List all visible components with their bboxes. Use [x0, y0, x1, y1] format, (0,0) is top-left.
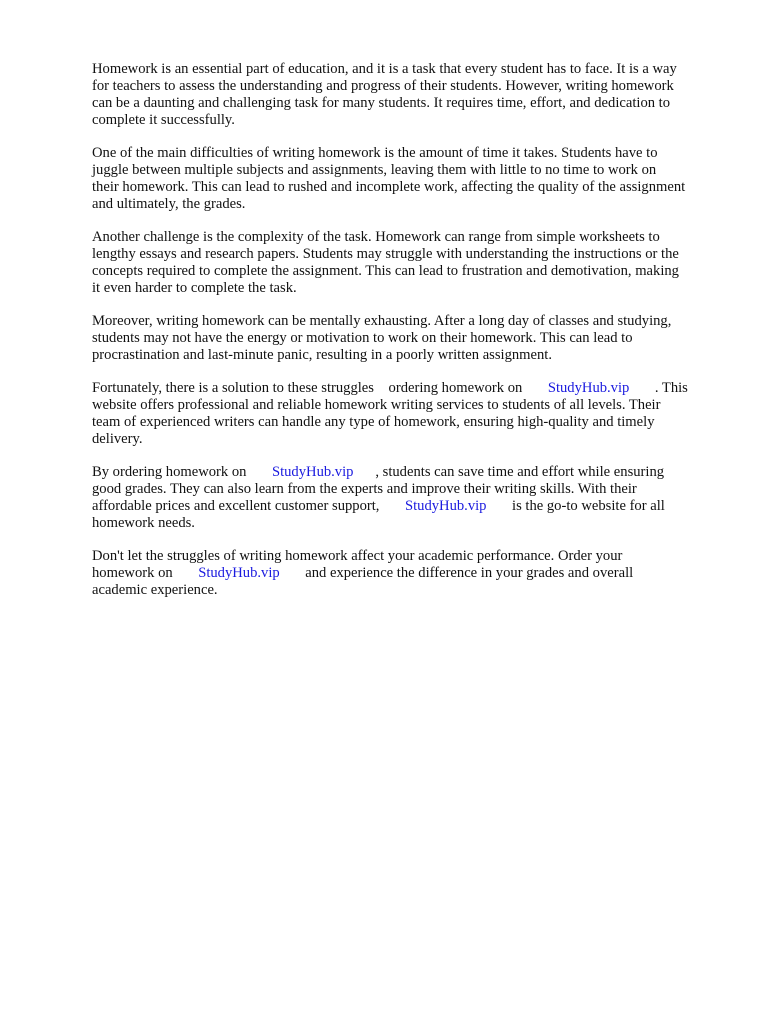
- text-line: [92, 582, 726, 599]
- text-segment: and experience the difference in your grades and overall: [279, 565, 634, 581]
- text-segment: homework needs.: [92, 515, 195, 531]
- text-line: [92, 196, 726, 213]
- text-segment: their homework. This can lead to rushed and incomplete work, affecting the quality of the assignment: [92, 179, 686, 195]
- text-segment: website offers professional and reliable homework writing services to students of all levels. Their: [92, 397, 661, 413]
- text-segment: and ultimately, the grades.: [92, 196, 246, 212]
- paragraph: [92, 145, 726, 213]
- text-line: [92, 61, 726, 78]
- text-line: [92, 565, 726, 582]
- paragraph: [92, 313, 726, 364]
- studyhub-link[interactable]: StudyHub.vip: [198, 565, 280, 581]
- text-segment: team of experienced writers can handle any type of homework, ensuring high-quality and timely: [92, 414, 655, 430]
- paragraph: [92, 548, 726, 599]
- text-line: [92, 397, 726, 414]
- text-line: [92, 112, 726, 129]
- text-segment: students may not have the energy or motivation to work on their homework. This can lead to: [92, 330, 633, 346]
- text-segment: Don't let the struggles of writing homework affect your academic performance. Order your: [92, 548, 623, 564]
- text-line: [92, 78, 726, 95]
- text-segment: procrastination and last-minute panic, resulting in a poorly written assignment.: [92, 347, 553, 363]
- text-line: [92, 330, 726, 347]
- text-line: [92, 431, 726, 448]
- text-line: [92, 280, 726, 297]
- text-segment: it even harder to complete the task.: [92, 280, 297, 296]
- text-line: [92, 229, 726, 246]
- text-line: [92, 263, 726, 280]
- text-segment: complete it successfully.: [92, 112, 235, 128]
- text-segment: Fortunately, there is a solution to these struggles ordering homework on: [92, 380, 548, 396]
- text-segment: academic experience.: [92, 582, 218, 598]
- text-line: [92, 246, 726, 263]
- text-line: [92, 464, 726, 481]
- text-line: [92, 380, 726, 397]
- text-segment: delivery.: [92, 431, 143, 447]
- paragraph: [92, 61, 726, 129]
- studyhub-link[interactable]: StudyHub.vip: [271, 464, 354, 480]
- text-line: [92, 481, 726, 498]
- text-segment: , students can save time and effort while ensuring: [353, 464, 665, 480]
- text-segment: affordable prices and excellent customer support,: [92, 498, 405, 514]
- text-segment: Another challenge is the complexity of the task. Homework can range from simple worksheets to: [92, 229, 660, 245]
- text-line: [92, 347, 726, 364]
- text-segment: Moreover, writing homework can be mentally exhausting. After a long day of classes and studying,: [92, 313, 672, 329]
- text-line: [92, 162, 726, 179]
- text-line: [92, 145, 726, 162]
- text-segment: One of the main difficulties of writing homework is the amount of time it takes. Students have to: [92, 145, 658, 161]
- text-segment: By ordering homework on: [92, 464, 272, 480]
- text-segment: concepts required to complete the assignment. This can lead to frustration and demotivation, making: [92, 263, 679, 279]
- text-segment: juggle between multiple subjects and assignments, leaving them with little to no time to work on: [92, 162, 657, 178]
- text-segment: . This: [629, 380, 688, 396]
- text-line: [92, 95, 726, 112]
- text-segment: can be a daunting and challenging task for many students. It requires time, effort, and dedication to: [92, 95, 671, 111]
- text-line: [92, 313, 726, 330]
- paragraph: [92, 464, 726, 532]
- text-segment: is the go-to website for all: [486, 498, 665, 514]
- paragraph: [92, 229, 726, 297]
- text-line: [92, 548, 726, 565]
- studyhub-link[interactable]: StudyHub.vip: [404, 498, 487, 514]
- text-line: [92, 515, 726, 532]
- text-segment: homework on: [92, 565, 199, 581]
- text-segment: lengthy essays and research papers. Students may struggle with understanding the instructions or the: [92, 246, 679, 262]
- text-line: [92, 498, 726, 515]
- text-line: [92, 179, 726, 196]
- text-segment: for teachers to assess the understanding and progress of their students. However, writing homework: [92, 78, 674, 94]
- paragraph: [92, 380, 726, 448]
- text-line: [92, 414, 726, 431]
- text-segment: Homework is an essential part of education, and it is a task that every student has to face. It is a way: [92, 61, 677, 77]
- studyhub-link[interactable]: StudyHub.vip: [547, 380, 630, 396]
- document-body: [92, 61, 726, 615]
- text-segment: good grades. They can also learn from the experts and improve their writing skills. With their: [92, 481, 637, 497]
